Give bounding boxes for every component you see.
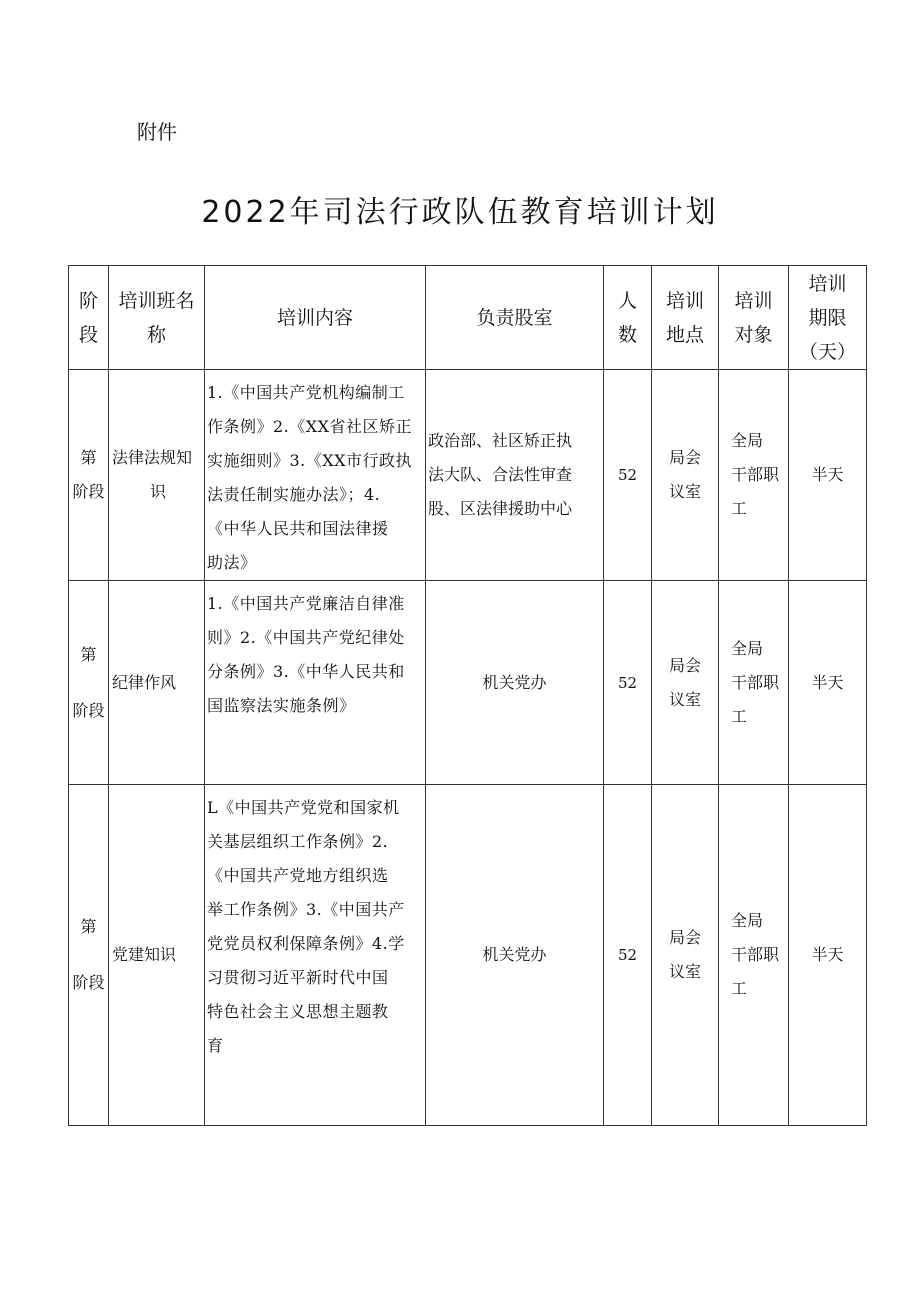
content-cell: 1.《中国共产党廉洁自律准 则》2.《中国共产党纪律处 分条例》3.《中华人民共和 国监察法实施条例》 bbox=[205, 581, 426, 785]
header-period: 培训 期限 （天） bbox=[789, 266, 867, 370]
location-cell: 局会 议室 bbox=[652, 370, 719, 581]
header-target: 培训 对象 bbox=[719, 266, 789, 370]
stage-cell: 第 阶段 bbox=[69, 785, 109, 1126]
content-cell: L《中国共产党党和国家机 关基层组织工作条例》2. 《中国共产党地方组织选 举工作条例》3.《中国共产 党党员权利保障条例》4.学 习贯彻习近平新时代中国 特色社会主义思想主题教 育 bbox=[205, 785, 426, 1126]
count-cell: 52 bbox=[604, 785, 652, 1126]
stage-cell: 第 阶段 bbox=[69, 581, 109, 785]
period-cell: 半天 bbox=[789, 370, 867, 581]
attachment-label: 附件 bbox=[137, 120, 177, 144]
department-cell: 机关党办 bbox=[426, 581, 604, 785]
header-stage: 阶 段 bbox=[69, 266, 109, 370]
table-row bbox=[69, 370, 867, 581]
location-cell: 局会 议室 bbox=[652, 581, 719, 785]
stage-cell: 第 阶段 bbox=[69, 370, 109, 581]
target-cell: 全局 干部职 工 bbox=[719, 581, 789, 785]
course-name-cell: 党建知识 bbox=[109, 785, 205, 1126]
location-cell: 局会 议室 bbox=[652, 785, 719, 1126]
content-cell: 1.《中国共产党机构编制工 作条例》2.《XX省社区矫正 实施细则》3.《XX市行政执 法责任制实施办法》；4. 《中华人民共和国法律援 助法》 bbox=[205, 370, 426, 581]
header-department: 负责股室 bbox=[426, 266, 604, 370]
header-count: 人 数 bbox=[604, 266, 652, 370]
training-plan-table bbox=[68, 265, 867, 1126]
department-cell: 机关党办 bbox=[426, 785, 604, 1126]
header-location: 培训 地点 bbox=[652, 266, 719, 370]
department-cell: 政治部、社区矫正执 法大队、合法性审查 股、区法律援助中心 bbox=[426, 370, 604, 581]
header-course: 培训班名 称 bbox=[109, 266, 205, 370]
count-cell: 52 bbox=[604, 370, 652, 581]
table-row bbox=[69, 581, 867, 785]
target-cell: 全局 干部职 工 bbox=[719, 370, 789, 581]
target-cell: 全局 干部职 工 bbox=[719, 785, 789, 1126]
table-row bbox=[69, 785, 867, 1126]
course-name-cell: 纪律作风 bbox=[109, 581, 205, 785]
course-name-cell: 法律法规知 识 bbox=[109, 370, 205, 581]
period-cell: 半天 bbox=[789, 785, 867, 1126]
period-cell: 半天 bbox=[789, 581, 867, 785]
header-content: 培训内容 bbox=[205, 266, 426, 370]
count-cell: 52 bbox=[604, 581, 652, 785]
header-row bbox=[69, 266, 867, 370]
document-title: 2022年司法行政队伍教育培训计划 bbox=[201, 195, 719, 230]
